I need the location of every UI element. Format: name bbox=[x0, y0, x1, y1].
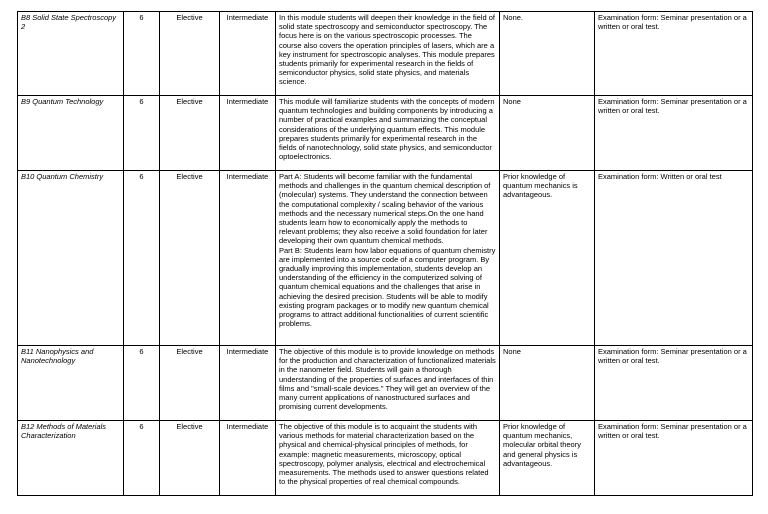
module-type-cell: Elective bbox=[160, 12, 220, 96]
level-cell: Intermediate bbox=[220, 96, 276, 171]
examination-cell: Examination form: Seminar presentation or a written or oral test. bbox=[595, 346, 753, 421]
prerequisites-cell: Prior knowledge of quantum mechanics, molecular orbital theory and general physics is advantageous. bbox=[500, 421, 595, 496]
table-row bbox=[18, 346, 753, 421]
description-part-a: Part A: Students will become familiar with the fundamental methods and challenges in the quantum chemical description of (molecular) systems. They understand the connection between the computational complexity / scaling behavior of the various methods and the necessary numerical steps.On the one hand students learn how to economically apply the methods to relevant problems; they also receive a solid foundation for later developing their own quantum chemical methods. bbox=[279, 172, 491, 246]
description-part-b: Part B: Students learn how labor equations of quantum chemistry are implemented into a source code of a computer program. By gradually improving this implementation, students develop an understanding of the efficiency in the computerized solving of quantum chemical equations and the challenges that arise in achieving the desired precision. Students will be able to modify existing program packages or to modify new quantum chemical programs to attract additional functionalities of current scientific problems. bbox=[279, 245, 496, 329]
module-type-cell: Elective bbox=[160, 346, 220, 421]
module-code-cell: B11 Nanophysics and Nanotechnology bbox=[18, 346, 124, 421]
prerequisites-cell: None bbox=[500, 346, 595, 421]
module-type-cell: Elective bbox=[160, 171, 220, 346]
description-cell: The objective of this module is to provide knowledge on methods for the production and characterization of functionalized materials in the nanometer field. Students will gain a thorough understanding of the properties of surfaces and interfaces of thin films and "small-scale devices." They will get an overview of the many current applications of nanostructured surfaces and promising current developments. bbox=[276, 346, 500, 421]
description-cell: The objective of this module is to acquaint the students with various methods for material characterization based on the physical and chemical-physical principles of methods, for example: magnetic measurements, microscopy, optical spectroscopy, polymer analysis, electrical and electrochemical measurements. The methods used to answer questions related to the physical properties of real chemical compounds. bbox=[276, 421, 500, 496]
examination-cell: Examination form: Written or oral test bbox=[595, 171, 753, 346]
table-row bbox=[18, 171, 753, 346]
table-row bbox=[18, 96, 753, 171]
credits-cell: 6 bbox=[124, 346, 160, 421]
table-row bbox=[18, 12, 753, 96]
examination-cell: Examination form: Seminar presentation or a written or oral test. bbox=[595, 421, 753, 496]
examination-cell: Examination form: Seminar presentation or a written or oral test. bbox=[595, 96, 753, 171]
module-code-cell: B9 Quantum Technology bbox=[18, 96, 124, 171]
module-type-cell: Elective bbox=[160, 421, 220, 496]
table-row bbox=[18, 421, 753, 496]
module-code-cell: B12 Methods of Materials Characterization bbox=[18, 421, 124, 496]
prerequisites-cell: None bbox=[500, 96, 595, 171]
credits-cell: 6 bbox=[124, 421, 160, 496]
description-cell: This module will familiarize students with the concepts of modern quantum technologies and building components by introducing a number of practical examples and summarizing the conceptual considerations of the underlying quantum effects. This module prepares students primarily for experimental research in the fields of nanotechnology, solid state physics, and semiconductor optoelectronics. bbox=[276, 96, 500, 171]
level-cell: Intermediate bbox=[220, 346, 276, 421]
examination-cell: Examination form: Seminar presentation or a written or oral test. bbox=[595, 12, 753, 96]
credits-cell: 6 bbox=[124, 12, 160, 96]
module-type-cell: Elective bbox=[160, 96, 220, 171]
module-code-cell: B10 Quantum Chemistry bbox=[18, 171, 124, 346]
level-cell: Intermediate bbox=[220, 12, 276, 96]
level-cell: Intermediate bbox=[220, 421, 276, 496]
description-cell bbox=[276, 171, 500, 346]
credits-cell: 6 bbox=[124, 96, 160, 171]
module-table bbox=[17, 11, 753, 496]
prerequisites-cell: Prior knowledge of quantum mechanics is advantageous. bbox=[500, 171, 595, 346]
prerequisites-cell: None. bbox=[500, 12, 595, 96]
description-cell: In this module students will deepen their knowledge in the field of solid state spectroscopy and semiconductor spectroscopy. The focus here is on the various spectroscopic processes. The course also covers the operation principles of lasers, which are a key instrument for spectroscopic analyses. This module prepares students primarily for experimental research in the fields of semiconductor physics, solid state physics, and materials science. bbox=[276, 12, 500, 96]
level-cell: Intermediate bbox=[220, 171, 276, 346]
module-code-cell: B8 Solid State Spectroscopy 2 bbox=[18, 12, 124, 96]
credits-cell: 6 bbox=[124, 171, 160, 346]
